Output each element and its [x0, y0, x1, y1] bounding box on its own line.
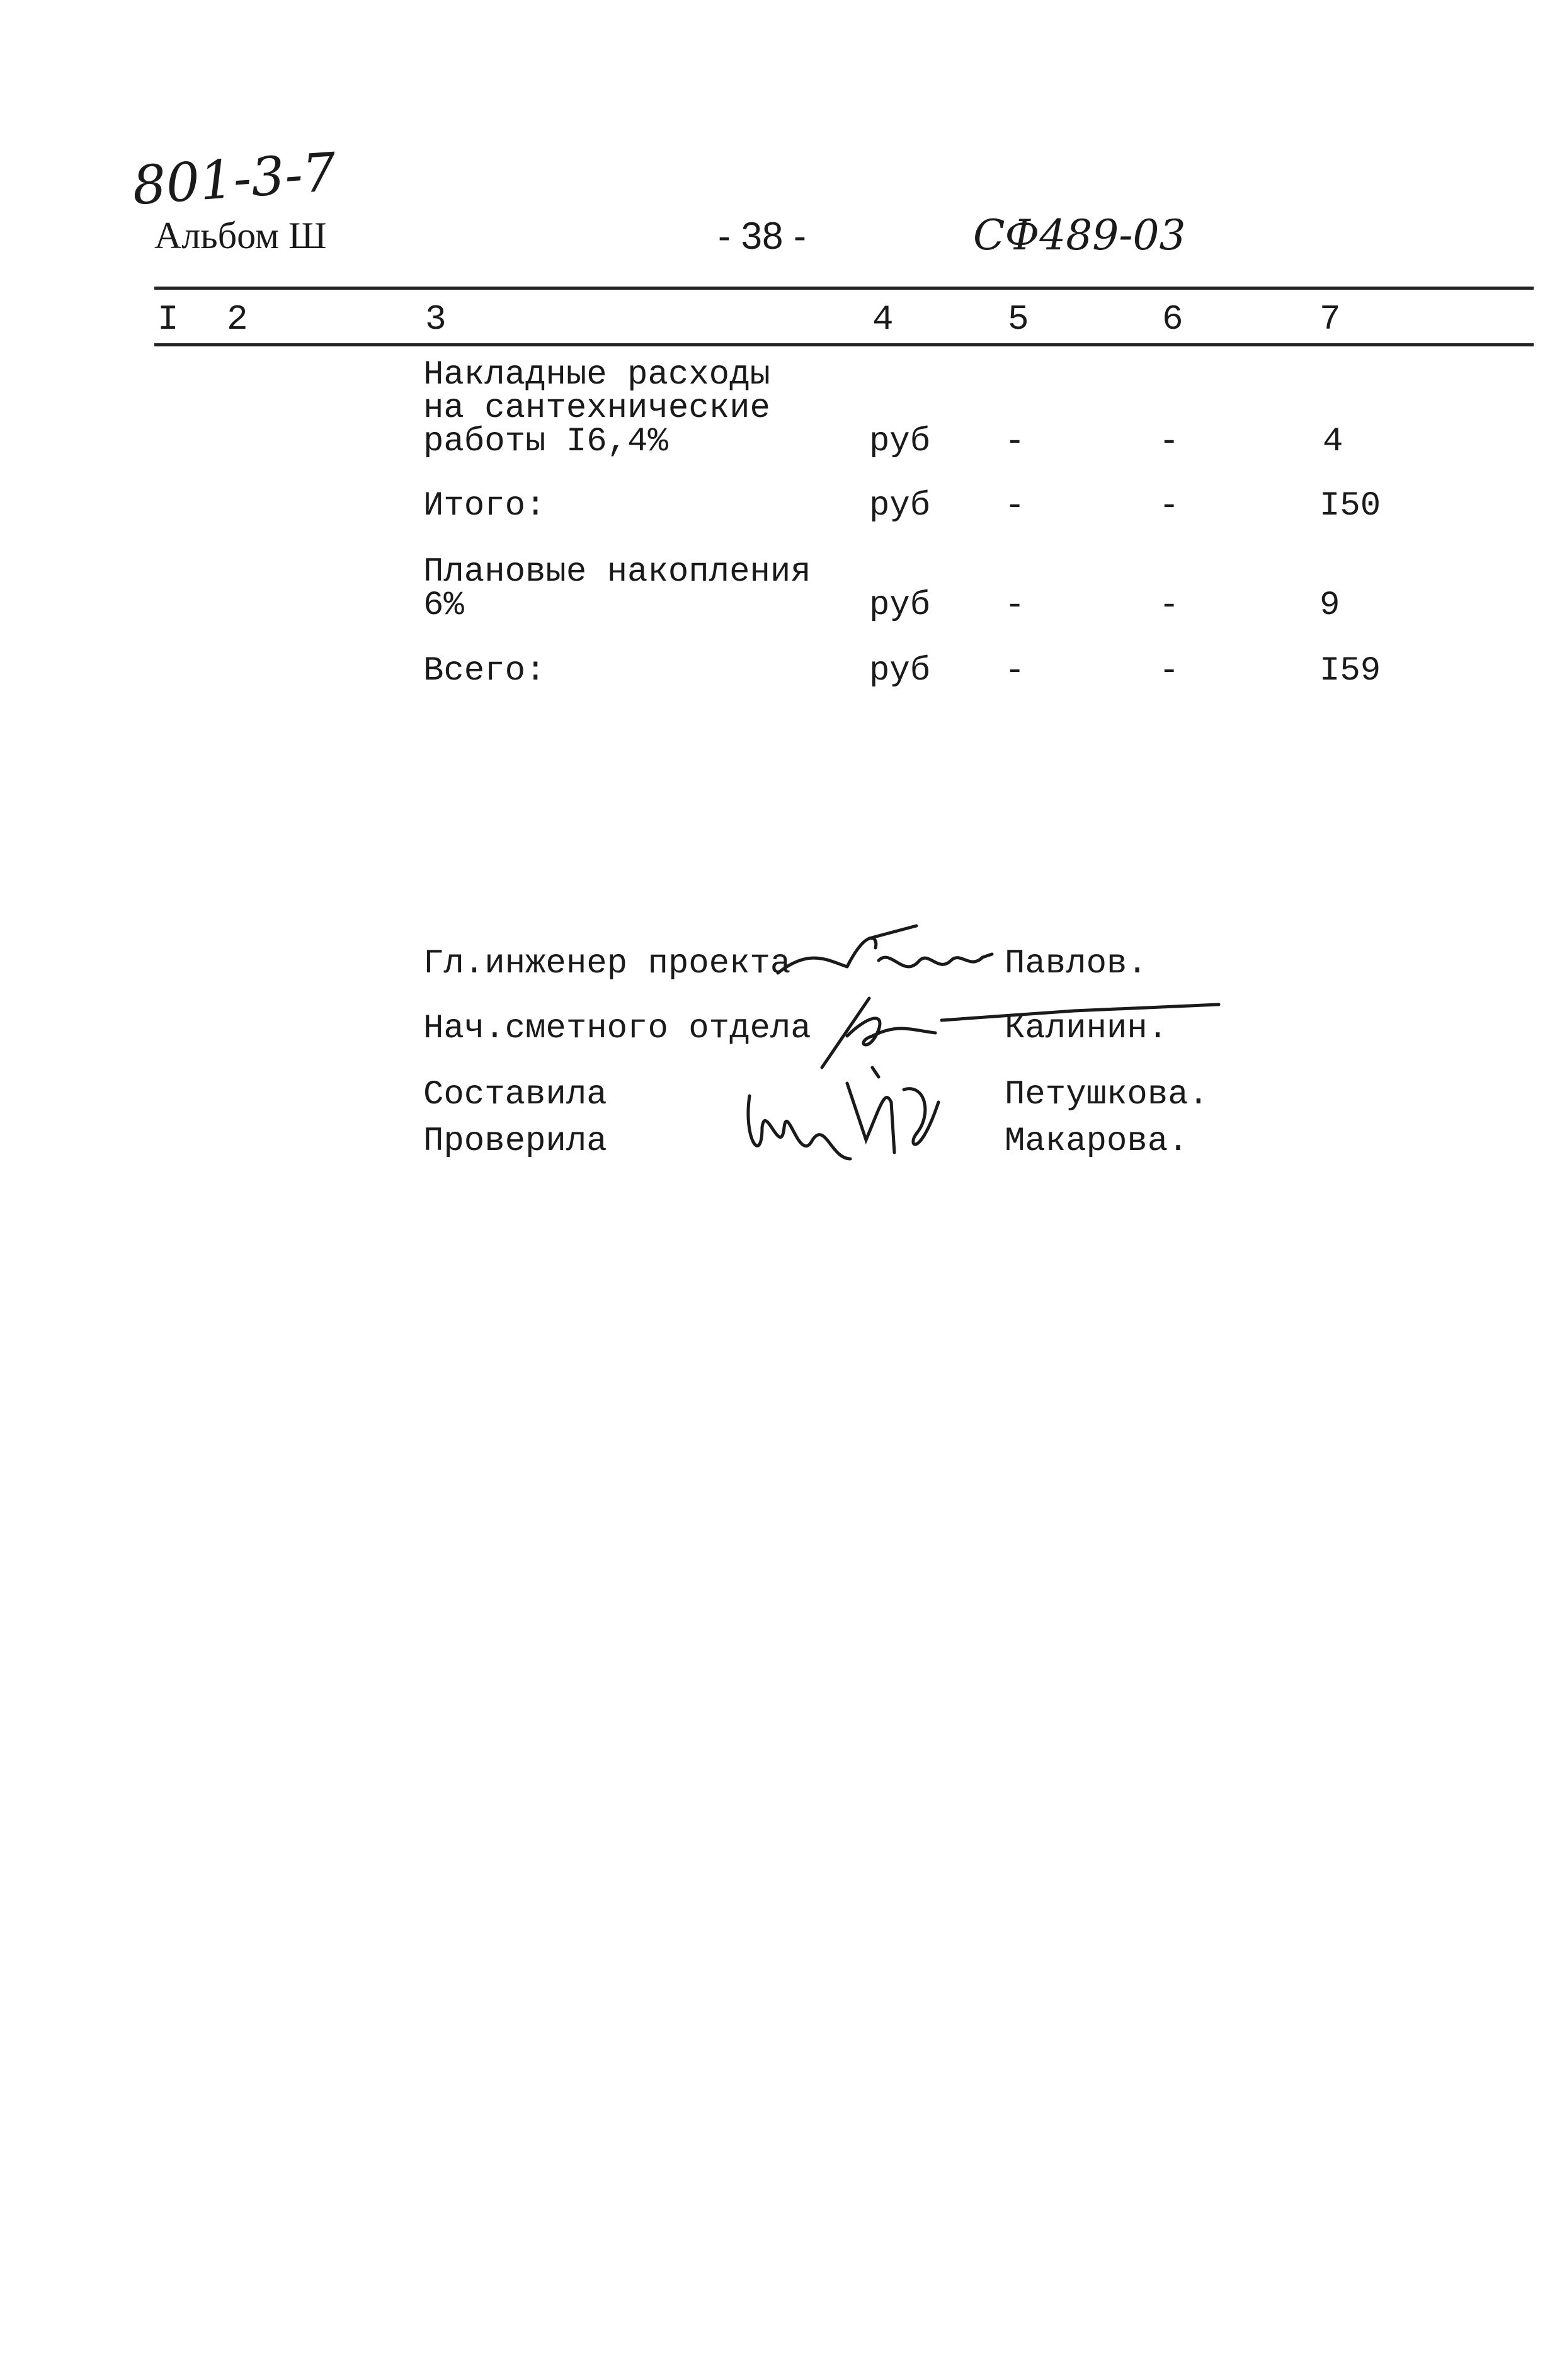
row-3-col7: 9 — [1320, 586, 1340, 625]
row-2-col7: I50 — [1320, 487, 1381, 525]
document-code: 801-3-7 — [130, 140, 339, 217]
row-4-desc-line-1: Всего: — [423, 652, 546, 690]
row-2-desc-line-1: Итого: — [423, 487, 546, 525]
row-1-col5: - — [1005, 423, 1025, 461]
signature-petushkova-makarova — [737, 1064, 951, 1184]
col-header-1: I — [157, 299, 179, 339]
sign-role-estimates-head: Нач.сметного отдела — [423, 1010, 811, 1048]
row-4-col7: I59 — [1320, 652, 1381, 690]
row-1-col6: - — [1159, 423, 1180, 461]
sign-name-checked: Макарова. — [1005, 1122, 1189, 1161]
sign-name-compiled: Петушкова. — [1005, 1076, 1209, 1114]
col-header-2: 2 — [227, 299, 248, 339]
row-4-col6: - — [1159, 652, 1180, 690]
row-3-unit: руб — [869, 586, 931, 625]
album-label: Альбом Ш — [154, 215, 327, 256]
row-3-col5: - — [1005, 586, 1025, 625]
col-header-4: 4 — [872, 299, 894, 339]
page-number: - 38 - — [718, 215, 807, 257]
row-1-col7: 4 — [1323, 423, 1343, 461]
col-header-3: 3 — [425, 299, 447, 339]
header-rule-top — [154, 287, 1534, 290]
sign-role-chief-engineer: Гл.инженер проекта — [423, 945, 791, 983]
row-4-unit: руб — [869, 652, 931, 690]
row-2-col6: - — [1159, 487, 1180, 525]
sign-role-checked: Проверила — [423, 1122, 607, 1161]
sign-name-chief-engineer: Павлов. — [1005, 945, 1148, 983]
row-3-desc-line-2: 6% — [423, 586, 464, 625]
row-2-unit: руб — [869, 487, 931, 525]
row-1-desc-line-1: Накладные расходы — [423, 356, 770, 394]
sign-name-estimates-head: Калинин. — [1005, 1010, 1168, 1048]
row-1-desc-line-3: работы I6,4% — [423, 423, 668, 461]
sheet-code: СФ489-03 — [973, 211, 1186, 259]
signature-kalinin — [809, 986, 1225, 1074]
row-3-desc-line-1: Плановые накопления — [423, 553, 811, 591]
row-2-col5: - — [1005, 487, 1025, 525]
col-header-7: 7 — [1320, 299, 1341, 339]
header-rule-bottom — [154, 343, 1534, 346]
row-3-col6: - — [1159, 586, 1180, 625]
row-1-desc-line-2: на сантехнические — [423, 389, 770, 428]
sign-role-compiled: Составила — [423, 1076, 607, 1114]
col-header-5: 5 — [1008, 299, 1029, 339]
col-header-6: 6 — [1162, 299, 1183, 339]
row-4-col5: - — [1005, 652, 1025, 690]
row-1-unit: руб — [869, 423, 931, 461]
